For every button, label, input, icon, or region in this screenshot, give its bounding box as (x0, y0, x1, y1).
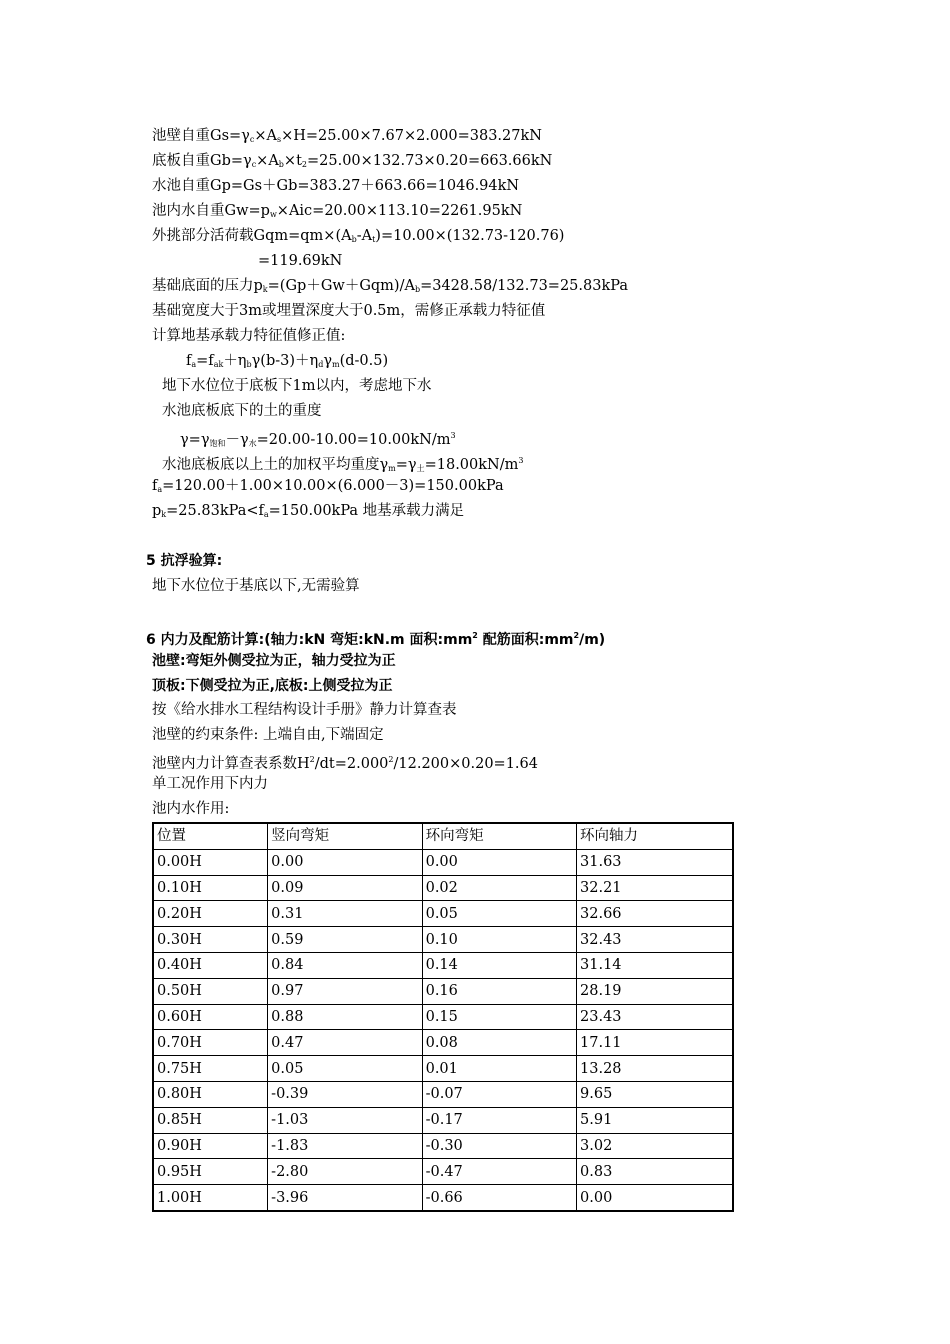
cell-vertical-moment: 0.47 (268, 1030, 422, 1056)
cell-vertical-moment: -2.80 (268, 1159, 422, 1185)
cantilever-live-load-result: =119.69kN (258, 253, 343, 269)
table-row (153, 952, 733, 978)
table-row (153, 849, 733, 875)
header-hoop-moment: 环向弯矩 (422, 823, 576, 849)
cell-hoop-axial-force: 0.00 (577, 1185, 733, 1211)
cell-hoop-axial-force: 31.63 (577, 849, 733, 875)
cell-position: 0.85H (153, 1107, 268, 1133)
cell-hoop-moment: -0.47 (422, 1159, 576, 1185)
cell-position: 0.30H (153, 927, 268, 953)
cell-hoop-moment: 0.08 (422, 1030, 576, 1056)
reference-manual: 按《给水排水工程结构设计手册》静力计算查表 (152, 702, 457, 718)
wall-constraint: 池壁的约束条件: 上端自由,下端固定 (152, 727, 384, 743)
cell-position: 0.80H (153, 1081, 268, 1107)
corrected-bearing-capacity: $f_a=120.00+1.00\times 10.00\times(6.000-3)=150.00kPa$ (152, 478, 504, 494)
table-row (153, 1159, 733, 1185)
table-row (153, 1081, 733, 1107)
cell-hoop-moment: -0.30 (422, 1133, 576, 1159)
cell-hoop-axial-force: 17.11 (577, 1030, 733, 1056)
cell-hoop-moment: -0.07 (422, 1081, 576, 1107)
section-6-title: 6 内力及配筋计算:(轴力:kN 弯矩:kN.m 面积$:mm^2$ 配筋面积$:mm^2/m$) (146, 631, 606, 648)
table-row (153, 1107, 733, 1133)
base-pressure: 基础底面的压力$p_k=(Gp+Gw+Gqm)/A_b=3428.58/132.73=25.83kPa$ (152, 278, 629, 294)
internal-force-table (152, 822, 734, 1212)
cell-position: 0.10H (153, 875, 268, 901)
cell-hoop-moment: -0.66 (422, 1185, 576, 1211)
section-5-note: 地下水位位于基底以下,无需验算 (152, 578, 360, 594)
cell-hoop-axial-force: 3.02 (577, 1133, 733, 1159)
cell-hoop-moment: 0.14 (422, 952, 576, 978)
cell-hoop-axial-force: 23.43 (577, 1004, 733, 1030)
cell-hoop-axial-force: 5.91 (577, 1107, 733, 1133)
groundwater-level-note: 地下水位位于底板下1m以内，考虑地下水 (162, 378, 432, 394)
cell-hoop-moment: 0.10 (422, 927, 576, 953)
table-row (153, 901, 733, 927)
bearing-capacity-check: $p_k=25.83kPa<f_a=150.00kPa$ 地基承载力满足 (152, 503, 465, 519)
cell-position: 0.90H (153, 1133, 268, 1159)
cantilever-live-load: 外挑部分活荷载$Gqm=qm\times(A_b-A_t)=10.00\times(132.73-120.76)$ (152, 228, 565, 244)
cell-hoop-axial-force: 13.28 (577, 1056, 733, 1082)
cell-hoop-axial-force: 28.19 (577, 978, 733, 1004)
cell-hoop-moment: 0.16 (422, 978, 576, 1004)
weighted-unit-weight: 水池底板底以上土的加权平均重度$\gamma_m=\gamma_土=18.00kN/m^3$ (162, 456, 524, 473)
table-row (153, 875, 733, 901)
cell-hoop-moment: 0.05 (422, 901, 576, 927)
table-header-row (153, 823, 733, 849)
buoyant-unit-weight: $\gamma=\gamma_{饱和}-\gamma_水=20.00-10.00=10.00kN/m^3$ (180, 431, 456, 448)
cell-position: 0.60H (153, 1004, 268, 1030)
wall-self-weight: 池壁自重$Gs=\gamma_c\times A_s\times H=25.00\times 7.67\times 2.000=383.27kN$ (152, 128, 542, 144)
section-5-title: 5 抗浮验算: (146, 553, 223, 569)
table-row (153, 927, 733, 953)
cell-position: 0.20H (153, 901, 268, 927)
cell-position: 0.00H (153, 849, 268, 875)
slab-sign-convention: 顶板:下侧受拉为正,底板:上侧受拉为正 (152, 678, 393, 694)
bearing-capacity-formula: $f_a=f_{ak}+\eta_b\gamma(b-3)+\eta_d\gamma_m(d-0.5)$ (186, 353, 389, 369)
header-hoop-axial-force: 环向轴力 (577, 823, 733, 849)
cell-position: 1.00H (153, 1185, 268, 1211)
cell-vertical-moment: -1.83 (268, 1133, 422, 1159)
cell-position: 0.50H (153, 978, 268, 1004)
single-case-title: 单工况作用下内力 (152, 776, 268, 792)
table-row (153, 1056, 733, 1082)
cell-hoop-axial-force: 9.65 (577, 1081, 733, 1107)
soil-unit-weight-title: 水池底板底下的土的重度 (162, 403, 322, 419)
cell-hoop-moment: -0.17 (422, 1107, 576, 1133)
cell-hoop-axial-force: 31.14 (577, 952, 733, 978)
width-note: 基础宽度大于3m或埋置深度大于0.5m，需修正承载力特征值 (152, 303, 546, 319)
cell-hoop-moment: 0.01 (422, 1056, 576, 1082)
cell-hoop-moment: 0.02 (422, 875, 576, 901)
cell-hoop-moment: 0.15 (422, 1004, 576, 1030)
header-position: 位置 (153, 823, 268, 849)
cell-position: 0.40H (153, 952, 268, 978)
table-row (153, 1030, 733, 1056)
cell-position: 0.75H (153, 1056, 268, 1082)
table-row (153, 1185, 733, 1211)
cell-hoop-axial-force: 32.43 (577, 927, 733, 953)
table-coefficient: 池壁内力计算查表系数$H^2/dt=2.000^2/12.200\times 0.20=1.64$ (152, 755, 538, 772)
water-self-weight: 池内水自重$Gw=p_w\times Aic=20.00\times 113.10=2261.95kN$ (152, 203, 523, 219)
cell-vertical-moment: 0.97 (268, 978, 422, 1004)
cell-hoop-axial-force: 0.83 (577, 1159, 733, 1185)
cell-hoop-axial-force: 32.21 (577, 875, 733, 901)
cell-vertical-moment: 0.00 (268, 849, 422, 875)
cell-position: 0.95H (153, 1159, 268, 1185)
table-row (153, 978, 733, 1004)
cell-vertical-moment: -0.39 (268, 1081, 422, 1107)
slab-self-weight: 底板自重$Gb=\gamma_c\times A_b\times t_2=25.00\times 132.73\times 0.20=663.66kN$ (152, 153, 553, 169)
cell-vertical-moment: 0.05 (268, 1056, 422, 1082)
cell-vertical-moment: -1.03 (268, 1107, 422, 1133)
cell-position: 0.70H (153, 1030, 268, 1056)
cell-vertical-moment: 0.31 (268, 901, 422, 927)
cell-vertical-moment: -3.96 (268, 1185, 422, 1211)
cell-vertical-moment: 0.59 (268, 927, 422, 953)
cell-hoop-moment: 0.00 (422, 849, 576, 875)
bearing-capacity-title: 计算地基承载力特征值修正值: (152, 328, 346, 344)
cell-hoop-axial-force: 32.66 (577, 901, 733, 927)
wall-sign-convention: 池壁:弯矩外侧受拉为正，轴力受拉为正 (152, 653, 396, 669)
header-vertical-moment: 竖向弯矩 (268, 823, 422, 849)
water-action-title: 池内水作用: (152, 801, 230, 817)
table-row (153, 1004, 733, 1030)
cell-vertical-moment: 0.09 (268, 875, 422, 901)
table-row (153, 1133, 733, 1159)
cell-vertical-moment: 0.88 (268, 1004, 422, 1030)
pool-self-weight: 水池自重Gp=Gs＋Gb=383.27＋663.66=1046.94kN (152, 178, 520, 194)
cell-vertical-moment: 0.84 (268, 952, 422, 978)
